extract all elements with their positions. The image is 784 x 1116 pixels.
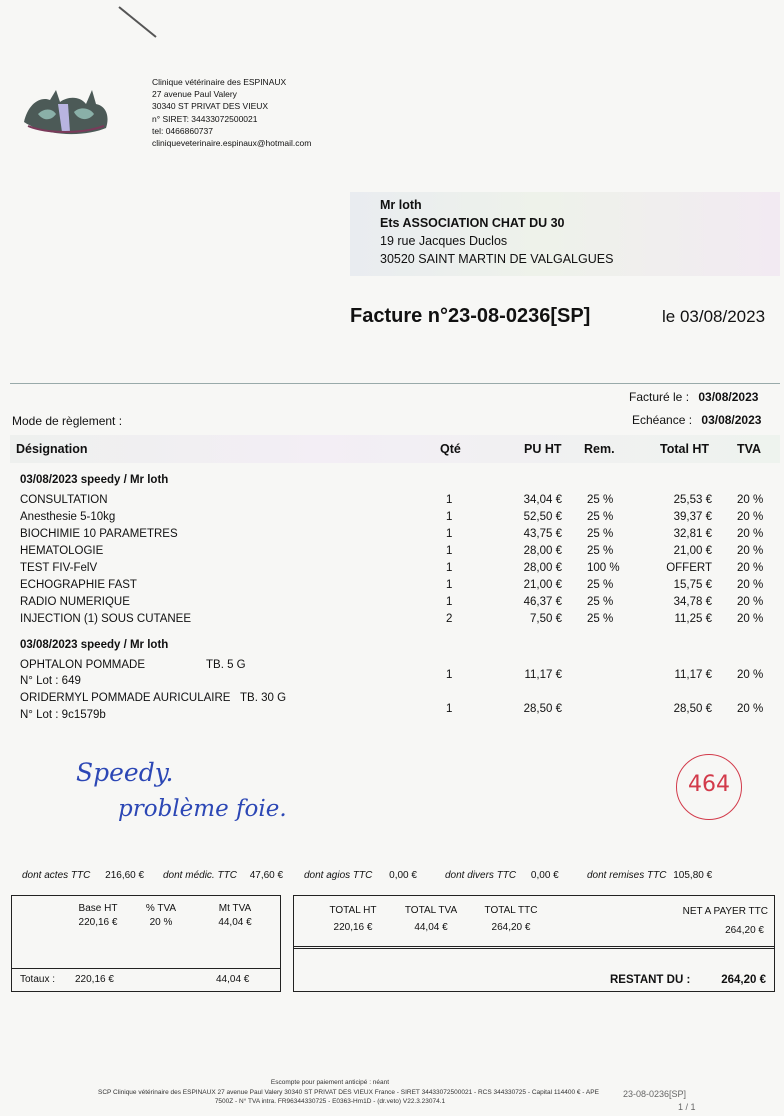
row-designation: ECHOGRAPHIE FAST — [20, 579, 137, 591]
row-total: OFFERT — [666, 562, 712, 574]
pen-mark — [116, 4, 160, 40]
divider — [10, 383, 780, 384]
row-lot: N° Lot : 9c1579b — [20, 709, 106, 721]
row-qty: 1 — [446, 511, 453, 523]
footer-page-number: 1 / 1 — [678, 1102, 696, 1112]
row-lot: N° Lot : 649 — [20, 675, 81, 687]
row-qty: 1 — [446, 703, 453, 715]
row-rem: 25 % — [587, 545, 614, 557]
vat-total-base: 220,16 € — [75, 974, 114, 985]
row-pu: 11,17 € — [524, 669, 562, 681]
row-qty: 1 — [446, 669, 453, 681]
due-label: Echéance : — [632, 413, 693, 427]
client-city: 30520 SAINT MARTIN DE VALGALGUES — [380, 252, 614, 266]
row-total: 11,25 € — [674, 613, 712, 625]
col-total: Total HT — [660, 442, 710, 456]
vat-totals-divider — [11, 968, 281, 969]
row-qty: 1 — [446, 596, 453, 608]
summary-label: dont divers TTC — [445, 870, 517, 881]
row-tva: 20 % — [737, 528, 764, 540]
row-rem: 25 % — [587, 528, 614, 540]
clinic-city: 30340 ST PRIVAT DES VIEUX — [152, 101, 269, 112]
vat-base: 220,16 € — [78, 917, 118, 928]
summary-actes — [22, 870, 144, 881]
client-address — [380, 196, 613, 268]
vat-rate: 20 % — [149, 917, 173, 928]
row-total: 34,78 € — [673, 596, 712, 608]
summary-label: dont agios TTC — [304, 870, 373, 881]
row-rem: 100 % — [587, 562, 620, 574]
total-ht: 220,16 € — [333, 922, 373, 933]
col-qty: Qté — [440, 442, 461, 456]
summary-divers — [445, 870, 559, 881]
net-to-pay: 264,20 € — [725, 925, 764, 936]
row-designation: OPHTALON POMMADE — [20, 659, 146, 671]
row-pu: 21,00 € — [523, 579, 562, 591]
client-street: 19 rue Jacques Duclos — [380, 234, 508, 248]
row-total: 32,81 € — [673, 528, 712, 540]
row-pu: 28,00 € — [523, 562, 562, 574]
group-heading: 03/08/2023 speedy / Mr loth — [20, 639, 169, 651]
summary-label: dont médic. TTC — [163, 870, 237, 881]
row-pack: TB. 30 G — [240, 692, 287, 704]
row-rem: 25 % — [587, 579, 614, 591]
row-total: 25,53 € — [673, 494, 712, 506]
row-designation: ORIDERMYL POMMADE AURICULAIRE — [20, 692, 231, 704]
row-pack: TB. 5 G — [206, 659, 246, 671]
client-name: Mr loth — [380, 198, 422, 212]
row-total: 11,17 € — [674, 669, 712, 681]
total-tva: 44,04 € — [414, 922, 448, 933]
row-total: 15,75 € — [673, 579, 712, 591]
due-date — [632, 413, 761, 427]
col-tva: TVA — [737, 442, 762, 456]
total-ht-header: TOTAL HT — [329, 905, 377, 916]
row-designation: CONSULTATION — [20, 494, 108, 506]
row-qty: 1 — [446, 579, 453, 591]
total-ttc-header: TOTAL TTC — [484, 905, 538, 916]
summary-value: 216,60 € — [105, 870, 145, 881]
summary-label: dont remises TTC — [587, 870, 667, 881]
vat-total-amount: 44,04 € — [216, 974, 250, 985]
row-pu: 46,37 € — [523, 596, 562, 608]
row-pu: 52,50 € — [523, 511, 562, 523]
row-qty: 1 — [446, 528, 453, 540]
row-rem: 25 % — [587, 494, 614, 506]
row-designation: HEMATOLOGIE — [20, 545, 104, 557]
row-rem: 25 % — [587, 613, 614, 625]
row-qty: 1 — [446, 545, 453, 557]
summary-value: 47,60 € — [249, 870, 284, 881]
total-tva-header: TOTAL TVA — [404, 905, 458, 916]
group-heading: 03/08/2023 speedy / Mr loth — [20, 474, 169, 486]
balance-due-label: RESTANT DU : — [610, 974, 691, 986]
row-pu: 28,50 € — [523, 703, 562, 715]
row-pu: 28,00 € — [523, 545, 562, 557]
row-designation: Anesthesie 5-10kg — [20, 511, 116, 523]
clinic-logo — [18, 82, 114, 140]
row-tva: 20 % — [737, 545, 764, 557]
clinic-info — [152, 76, 382, 149]
balance-due: 264,20 € — [721, 974, 766, 986]
summary-medic — [163, 870, 283, 881]
billed-label: Facturé le : — [629, 390, 690, 404]
summary-remises — [587, 870, 712, 881]
row-tva: 20 % — [737, 562, 764, 574]
row-designation: TEST FIV-FelV — [20, 562, 98, 574]
row-qty: 2 — [446, 613, 453, 625]
clinic-tel: tel: 0466860737 — [152, 125, 213, 136]
stamp-number: 464 — [688, 772, 730, 797]
footer-legal-line2: 7500Z - N° TVA intra. FR96344330725 - E0363-Hm1D - (dr.veto) V22.3.23074.1 — [214, 1098, 446, 1105]
total-ttc: 264,20 € — [491, 922, 531, 933]
billed-date — [629, 390, 758, 404]
row-tva: 20 % — [737, 494, 764, 506]
invoice-date: le 03/08/2023 — [662, 307, 766, 326]
billed-value: 03/08/2023 — [698, 390, 759, 404]
net-to-pay-header: NET A PAYER TTC — [682, 906, 768, 917]
footer-invoice-ref: 23-08-0236[SP] — [623, 1089, 687, 1099]
footer-discount-note: Escompte pour paiement anticipé : néant — [270, 1079, 390, 1086]
client-org: Ets ASSOCIATION CHAT DU 30 — [380, 216, 565, 230]
handwritten-note-name: Speedy. — [76, 758, 174, 787]
vat-header-base: Base HT — [78, 903, 118, 914]
col-rem: Rem. — [584, 442, 615, 456]
invoice-title: Facture n°23-08-0236[SP] — [350, 305, 591, 327]
row-pu: 34,04 € — [523, 494, 562, 506]
col-designation: Désignation — [16, 442, 88, 456]
row-tva: 20 % — [737, 579, 764, 591]
clinic-name: Clinique vétérinaire des ESPINAUX — [152, 77, 287, 87]
summary-value: 0,00 € — [389, 870, 417, 881]
row-tva: 20 % — [737, 613, 764, 625]
vat-header-amount: Mt TVA — [218, 903, 252, 914]
summary-value: 0,00 € — [530, 870, 559, 881]
row-designation: BIOCHIMIE 10 PARAMETRES — [20, 528, 178, 540]
row-pu: 7,50 € — [530, 613, 562, 625]
row-designation: RADIO NUMERIQUE — [20, 596, 130, 608]
vat-header-rate: % TVA — [145, 903, 177, 914]
row-qty: 1 — [446, 562, 453, 574]
row-total: 21,00 € — [673, 545, 712, 557]
row-rem: 25 % — [587, 511, 614, 523]
row-total: 39,37 € — [673, 511, 712, 523]
footer-legal-line1: SCP Clinique vétérinaire des ESPINAUX 27 avenue Paul Valery 30340 ST PRIVAT DES VIEUX France - SIRET 34433072500021 - RCS 344330725 - Capital 114400 € - APE — [98, 1089, 599, 1096]
row-tva: 20 % — [737, 703, 764, 715]
row-rem: 25 % — [587, 596, 614, 608]
row-tva: 20 % — [737, 596, 764, 608]
handwritten-note-diagnosis: problème foie. — [118, 796, 287, 822]
row-tva: 20 % — [737, 669, 764, 681]
payment-mode: Mode de règlement : — [12, 414, 123, 428]
due-value: 03/08/2023 — [701, 413, 762, 427]
vat-amount: 44,04 € — [218, 917, 252, 928]
col-pu: PU HT — [524, 442, 562, 456]
summary-agios — [304, 870, 417, 881]
summary-label: dont actes TTC — [22, 870, 91, 881]
clinic-email: cliniqueveterinaire.espinaux@hotmail.com — [152, 138, 312, 149]
summary-value: 105,80 € — [673, 870, 713, 881]
row-designation: INJECTION (1) SOUS CUTANEE — [20, 613, 192, 625]
clinic-address: 27 avenue Paul Valery — [152, 89, 237, 100]
row-total: 28,50 € — [673, 703, 712, 715]
clinic-siret: n° SIRET: 34433072500021 — [152, 113, 258, 124]
vat-totals-label: Totaux : — [20, 974, 56, 985]
row-tva: 20 % — [737, 511, 764, 523]
row-pu: 43,75 € — [523, 528, 562, 540]
row-qty: 1 — [446, 494, 453, 506]
